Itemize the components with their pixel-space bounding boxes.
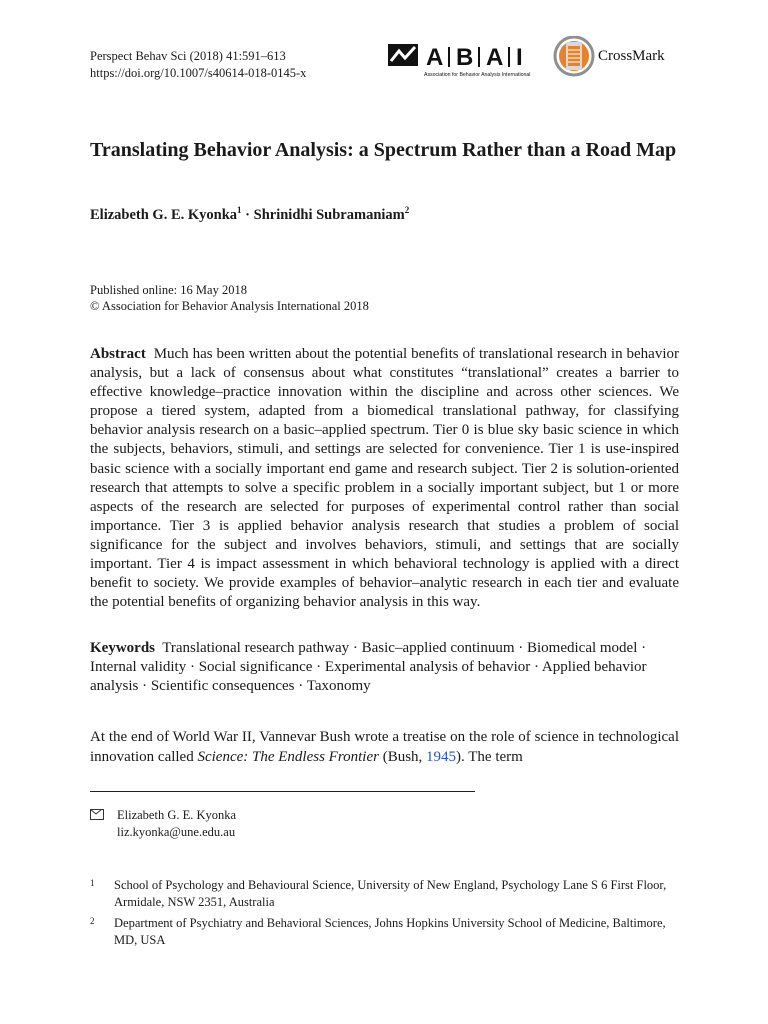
body-text-segment: (Bush, (378, 748, 427, 765)
affiliation-2 (90, 915, 685, 948)
published-date: Published online: 16 May 2018 (90, 283, 247, 297)
crossmark-icon (555, 37, 593, 75)
author-name[interactable]: Elizabeth G. E. Kyonka (90, 206, 238, 223)
paper-title: Translating Behavior Analysis: a Spectrum Rather than a Road Map (90, 139, 677, 161)
corr-email[interactable]: liz.kyonka@une.edu.au (117, 825, 236, 839)
crossmark-label: CrossMark (598, 48, 665, 64)
abai-logo (388, 36, 680, 80)
journal-header (90, 48, 306, 82)
logo-letter-i: I (516, 44, 523, 71)
body-paragraph (90, 728, 679, 767)
publication-info (90, 282, 369, 314)
logo-letter-b: B (456, 44, 474, 71)
copyright-notice: © Association for Behavior Analysis International 2018 (90, 299, 369, 313)
affiliation-number: 2 (90, 916, 95, 926)
doi-link[interactable]: https://doi.org/10.1007/s40614-018-0145-x (90, 66, 307, 80)
body-text-segment: ). The term (456, 748, 523, 765)
book-title: Science: The Endless Frontier (197, 748, 379, 765)
logo-letter-a2: A (486, 44, 504, 71)
abstract (90, 345, 679, 612)
author-name[interactable]: Shrinidhi Subramaniam (253, 206, 405, 223)
affiliation-text: Department of Psychiatry and Behavioral Sciences, Johns Hopkins University School of Medicine, Baltimore, MD, USA (114, 916, 666, 947)
keywords (90, 639, 679, 696)
affiliation-number: 1 (90, 878, 95, 888)
author-separator: · (241, 206, 254, 223)
affiliation-1 (90, 877, 685, 910)
journal-citation: Perspect Behav Sci (2018) 41:591–613 (90, 49, 286, 63)
abstract-label: Abstract (90, 346, 146, 362)
publisher-logos (388, 36, 680, 80)
abstract-text: Much has been written about the potential benefits of translational research in behavior analysis, but a lack of consensus about what constitutes “translational” creates a barrier to effective knowledge–practice innovation within the discipline and across other sciences. We propose a tiered system, adapted from a biomedical translational pathway, for classifying behavior analysis research on a basic–applied spectrum. Tier 0 is blue sky basic science in which the subjects, behaviors, stimuli, and settings are selected for convenience. Tier 1 is use-inspired basic science with a socially important end game and research subject. Tier 2 is solution-oriented research that attempts to solve a specific problem in a socially important subject, but 1 or more aspects of the research are selected for purposes of experimental control rather than social importance. Tier 3 is applied behavior analysis research that studies a problem of social significance for the subject and involves behaviors, stimuli, and settings that are socially important. Tier 4 is impact assessment in which behavioral technology is applied with a direct benefit to society. We provide examples of behavior–analytic research in each tier and evaluate the potential benefits of organizing behavior analysis in this way. (90, 346, 679, 611)
corr-name: Elizabeth G. E. Kyonka (117, 808, 237, 822)
affiliation-marker: 2 (404, 205, 410, 215)
logo-subtitle: Association for Behavior Analysis International (424, 72, 531, 78)
keywords-text: Translational research pathway · Basic–applied continuum · Biomedical model · Internal validity · Social significance · Experimental analysis of behavior · Applied behavior analysis · Scientific consequences · Taxonomy (90, 640, 647, 694)
footnote-divider (90, 791, 475, 792)
affiliation-text: School of Psychology and Behavioural Science, University of New England, Psychology Lane S 6 First Floor, Armidale, NSW 2351, Australia (114, 878, 667, 909)
envelope-icon (90, 809, 104, 820)
citation-link[interactable]: 1945 (426, 748, 457, 765)
logo-letter-a1: A (426, 44, 444, 71)
corresponding-author (90, 807, 236, 841)
author-list (90, 205, 409, 224)
body-text-segment: At the end of World War II, Vannevar Bush wrote a treatise on the role of science in technological innovation called (90, 729, 679, 765)
affiliation-marker: 1 (237, 205, 242, 215)
keywords-label: Keywords (90, 640, 155, 656)
